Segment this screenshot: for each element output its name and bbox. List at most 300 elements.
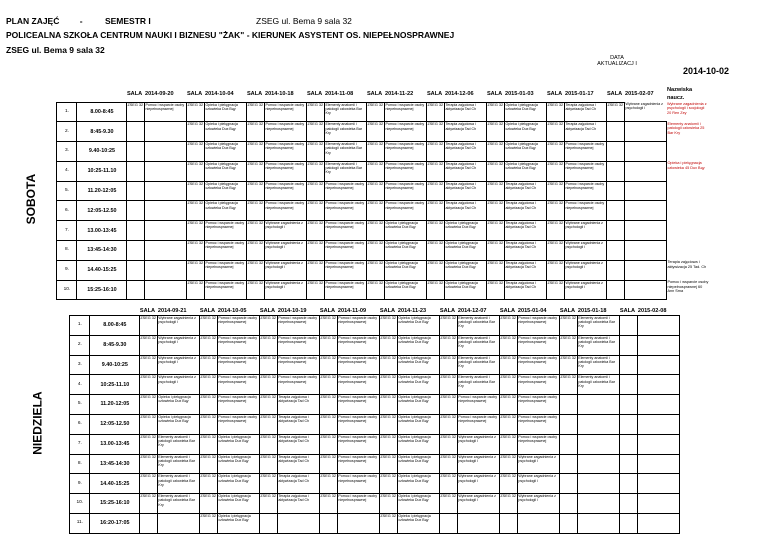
subject-cell: Opieka i pielęgnacja człowieka Dux Bąy [445, 221, 487, 241]
room-cell [127, 241, 145, 261]
room-cell: ZSEG 32 [427, 142, 445, 162]
room-cell: ZSEG 32 [307, 260, 325, 280]
room-cell: ZSEG 32 [500, 375, 518, 395]
subject-cell: Pomoc i wsparcie osoby niepełnosprawnej [325, 280, 367, 300]
subject-cell: Terapia zajęciowa i aktywizacja Tad Ch [445, 102, 487, 122]
subject-cell [638, 316, 680, 336]
sala-header: SALA [139, 308, 156, 314]
room-cell: ZSEG 32 [140, 474, 158, 494]
subject-cell: Opieka i pielęgnacja człowieka Dux Bąy [205, 181, 247, 201]
subject-cell [638, 395, 680, 415]
room-cell: ZSEG 32 [307, 221, 325, 241]
room-cell: ZSEG 32 [487, 161, 505, 181]
room-cell: ZSEG 32 [427, 201, 445, 221]
subject-cell: Opieka i pielęgnacja człowieka Dux Bąy [398, 395, 440, 415]
subject-cell: Opieka i pielęgnacja człowieka Dux Bąy [398, 474, 440, 494]
notes-cell [667, 181, 709, 201]
lesson-time: 11.20-12:05 [77, 181, 127, 201]
lesson-number: 6. [57, 201, 77, 221]
room-cell [320, 513, 338, 533]
room-cell: ZSEG 32 [560, 316, 578, 336]
room-cell: ZSEG 32 [307, 241, 325, 261]
subject-cell [638, 454, 680, 474]
room-cell: ZSEG 32 [500, 355, 518, 375]
subject-cell: Pomoc i wsparcie osoby niepełnosprawnej [565, 181, 607, 201]
subject-cell: Pomoc i wsparcie osoby niepełnosprawnej [218, 355, 260, 375]
notes-cell [680, 355, 722, 375]
room-cell: ZSEG 32 [187, 201, 205, 221]
lesson-number: 5. [57, 181, 77, 201]
subject-cell: Terapia zajęciowa i aktywizacja Tad Ch [505, 181, 547, 201]
room-cell: ZSEG 32 [247, 221, 265, 241]
subject-cell [145, 142, 187, 162]
notes-cell: Opieka i pielęgnacja człowieka 45 Dux Bąy [667, 161, 705, 170]
lesson-time: 11.20-12:05 [90, 395, 140, 415]
title-dash: - [79, 16, 83, 26]
subject-cell: Opieka i pielęgnacja człowieka Dux Bąy [385, 280, 427, 300]
sala-header: SALA [606, 90, 623, 97]
subject-cell: Terapia zajęciowa i aktywizacja Tad Ch [445, 181, 487, 201]
schedule-row [6, 375, 722, 395]
room-cell [607, 280, 625, 300]
room-cell: ZSEG 32 [440, 454, 458, 474]
subject-cell: Opieka i pielęgnacja człowieka Dux Bąy [505, 122, 547, 142]
room-cell: ZSEG 32 [560, 355, 578, 375]
sala-header: SALA [199, 308, 216, 314]
date-header: 2015-02-07 [624, 91, 654, 97]
subject-cell: Terapia zajęciowa i aktywizacja Tad Ch [445, 122, 487, 142]
subject-cell: Elementy anatomii i patologii człowieka Bar Kry [158, 494, 200, 514]
schedule-row [6, 335, 722, 355]
room-cell: ZSEG 32 [440, 355, 458, 375]
room-cell: ZSEG 32 [187, 161, 205, 181]
subject-cell: Opieka i pielęgnacja człowieka Dux Bąy [505, 161, 547, 181]
subject-cell [638, 513, 680, 533]
room-cell: ZSEG 32 [140, 414, 158, 434]
room-cell: ZSEG 32 [380, 434, 398, 454]
room-cell: ZSEG 32 [440, 494, 458, 514]
room-cell: ZSEG 32 [547, 260, 565, 280]
sala-header: SALA [426, 90, 443, 97]
room-cell: ZSEG 32 [247, 161, 265, 181]
update-date: 2014-10-02 [683, 66, 730, 76]
room-cell: ZSEG 32 [427, 221, 445, 241]
room-cell: ZSEG 32 [200, 316, 218, 336]
sala-header: SALA [366, 90, 383, 97]
room-cell: ZSEG 32 [440, 414, 458, 434]
subject-cell: Opieka i pielęgnacja człowieka Dux Bąy [218, 454, 260, 474]
subject-cell: Terapia zajęciowa i aktywizacja Tad Ch [505, 280, 547, 300]
date-header: 2014-11-09 [337, 308, 367, 314]
update-label: DATA AKTUALIZACJ I [597, 55, 637, 67]
room-cell: ZSEG 32 [380, 494, 398, 514]
sala-header: SALA [379, 308, 396, 314]
date-header: 2015-01-18 [577, 308, 607, 314]
room-cell [560, 494, 578, 514]
notes-cell [680, 395, 722, 415]
subject-cell: Opieka i pielęgnacja człowieka Dux Bąy [445, 241, 487, 261]
subject-cell: Pomoc i wsparcie osoby niepełnosprawnej [218, 375, 260, 395]
lesson-time: 13.00-13:45 [90, 434, 140, 454]
subject-cell: Pomoc i wsparcie osoby niepełnosprawnej [325, 201, 367, 221]
subject-cell [145, 161, 187, 181]
schedule-row [6, 494, 722, 514]
schedule-row [6, 474, 722, 494]
sala-header: SALA [439, 308, 456, 314]
subject-cell: Wybrane zagadnienia z psychologii i [158, 355, 200, 375]
date-header: 2014-12-07 [457, 308, 487, 314]
room-cell [620, 395, 638, 415]
date-header: 2014-11-23 [397, 308, 427, 314]
room-cell: ZSEG 32 [440, 474, 458, 494]
lesson-time: 15:25-16:10 [90, 494, 140, 514]
subject-cell: Pomoc i wsparcie osoby niepełnosprawnej [218, 335, 260, 355]
room-cell [620, 494, 638, 514]
room-cell: ZSEG 32 [260, 454, 278, 474]
subject-cell: Opieka i pielęgnacja człowieka Dux Bąy [218, 513, 260, 533]
lesson-number: 8. [70, 454, 90, 474]
room-cell: ZSEG 32 [427, 280, 445, 300]
subject-cell [578, 474, 620, 494]
subject-cell: Pomoc i wsparcie osoby niepełnosprawnej [218, 316, 260, 336]
room-cell: ZSEG 32 [500, 434, 518, 454]
date-header: 2015-01-03 [504, 90, 534, 97]
room-cell: ZSEG 32 [547, 241, 565, 261]
room-cell [127, 201, 145, 221]
subject-cell [278, 513, 320, 533]
subject-cell: Elementy anatomii i patologii człowieka Bar Kry [458, 316, 500, 336]
schedule-row [6, 201, 709, 221]
subject-cell: Elementy anatomii i patologii człowieka Bar Kry [458, 355, 500, 375]
room-cell: ZSEG 32 [380, 375, 398, 395]
room-cell: ZSEG 32 [500, 454, 518, 474]
schedule-row [6, 414, 722, 434]
lesson-number: 7. [57, 221, 77, 241]
notes-cell [680, 414, 722, 434]
subject-cell: Terapia zajęciowa i aktywizacja Tad Ch [278, 434, 320, 454]
sala-header: SALA [546, 90, 563, 97]
room-cell: ZSEG 32 [187, 122, 205, 142]
notes-cell: Elementy anatomii i patologii człowieka 25 Bar Kry [667, 121, 705, 135]
room-cell [500, 513, 518, 533]
room-cell: ZSEG 32 [367, 221, 385, 241]
subject-cell: Elementy anatomii i patologii człowieka Bar Kry [458, 375, 500, 395]
date-header: 2015-01-17 [564, 90, 594, 97]
room-cell [560, 414, 578, 434]
room-cell: ZSEG 32 [140, 454, 158, 474]
subject-cell [625, 161, 667, 181]
subject-cell: Pomoc i wsparcie osoby niepełnosprawnej [385, 102, 427, 122]
lesson-number: 2. [70, 335, 90, 355]
sala-header: SALA [499, 308, 516, 314]
header-row [6, 307, 722, 316]
school-name: POLICEALNA SZKOŁA CENTRUM NAUKI I BIZNESU "ŻAK" - KIERUNEK ASYSTENT OS. NIEPEŁNOSPRAWNEJ [6, 30, 455, 40]
room-cell: ZSEG 32 [487, 221, 505, 241]
subject-cell: Pomoc i wsparcie osoby niepełnosprawnej [325, 241, 367, 261]
room-cell [607, 161, 625, 181]
sala-header: SALA [186, 90, 203, 97]
subject-cell: Pomoc i wsparcie osoby niepełnosprawnej [385, 142, 427, 162]
schedule-row [6, 454, 722, 474]
lesson-number: 10. [70, 494, 90, 514]
subject-cell: Pomoc i wsparcie osoby niepełnosprawnej [338, 474, 380, 494]
subject-cell [625, 241, 667, 261]
room-cell: ZSEG 32 [367, 280, 385, 300]
room-cell: ZSEG 32 [380, 513, 398, 533]
subject-cell: Pomoc i wsparcie osoby niepełnosprawnej [205, 221, 247, 241]
room-cell: ZSEG 32 [187, 241, 205, 261]
schedule-row [6, 241, 709, 261]
lesson-time: 8:45-9.30 [90, 335, 140, 355]
subject-cell: Pomoc i wsparcie osoby niepełnosprawnej [278, 375, 320, 395]
subject-cell [578, 434, 620, 454]
room-cell: ZSEG 32 [247, 142, 265, 162]
subject-cell: Elementy anatomii i patologii człowieka Bar Kry [325, 122, 367, 142]
sala-header: SALA [246, 90, 263, 97]
schedule-row [6, 316, 722, 336]
room-cell [620, 355, 638, 375]
subject-cell: Opieka i pielęgnacja człowieka Dux Bąy [218, 474, 260, 494]
plan-title [6, 16, 151, 26]
subject-cell: Opieka i pielęgnacja człowieka Dux Bąy [398, 355, 440, 375]
notes-cell [667, 142, 709, 162]
lesson-time: 13:45-14:30 [77, 241, 127, 261]
room-cell: ZSEG 32 [560, 375, 578, 395]
subject-cell [638, 355, 680, 375]
room-cell: ZSEG 32 [320, 454, 338, 474]
subject-cell: Elementy anatomii i patologii człowieka Bar Kry [578, 355, 620, 375]
subject-cell [145, 241, 187, 261]
room-cell [607, 181, 625, 201]
subject-cell: Terapia zajęciowa i aktywizacja Tad Ch [445, 142, 487, 162]
subject-cell [578, 395, 620, 415]
date-header: 2015-01-04 [517, 308, 547, 314]
room-cell: ZSEG 32 [487, 280, 505, 300]
room-cell [127, 260, 145, 280]
room-cell [560, 434, 578, 454]
subject-cell: Wybrane zagadnienia z psychologii i [518, 454, 560, 474]
subject-cell [638, 375, 680, 395]
subject-cell [578, 494, 620, 514]
subject-cell: Wybrane zagadnienia z psychologii i [458, 474, 500, 494]
subject-cell: Terapia zajęciowa i aktywizacja Tad Ch [445, 161, 487, 181]
lesson-number: 1. [57, 102, 77, 122]
lesson-number: 7. [70, 434, 90, 454]
room-cell: ZSEG 32 [380, 395, 398, 415]
notes-cell: Wybrane zagadnienia z psychologii i socjologii 20 Ren Zey [666, 102, 707, 115]
room-cell: ZSEG 32 [200, 375, 218, 395]
lesson-number: 2. [57, 122, 77, 142]
subject-cell [638, 494, 680, 514]
subject-cell: Pomoc i wsparcie osoby niepełnosprawnej [518, 395, 560, 415]
date-header: 2014-09-21 [157, 308, 187, 314]
subject-cell: Opieka i pielęgnacja człowieka Dux Bąy [218, 434, 260, 454]
notes-cell [680, 375, 722, 395]
subject-cell [638, 434, 680, 454]
notes-cell [667, 241, 709, 261]
room-cell: ZSEG 32 [440, 395, 458, 415]
room-cell: ZSEG 32 [487, 102, 505, 122]
subject-cell [625, 142, 667, 162]
subject-cell: Pomoc i wsparcie osoby niepełnosprawnej [338, 316, 380, 336]
room-cell [607, 122, 625, 142]
subject-cell: Pomoc i wsparcie osoby niepełnosprawnej [385, 122, 427, 142]
room-cell: ZSEG 32 [547, 102, 565, 122]
room-cell [620, 414, 638, 434]
schedule-row [6, 355, 722, 375]
subject-cell [625, 181, 667, 201]
subject-cell [145, 201, 187, 221]
subject-cell: Opieka i pielęgnacja człowieka Dux Bąy [385, 241, 427, 261]
room-cell: ZSEG 32 [260, 434, 278, 454]
subject-cell: Terapia zajęciowa i aktywizacja Tad Ch [505, 241, 547, 261]
subject-cell: Pomoc i wsparcie osoby niepełnosprawnej [338, 434, 380, 454]
subject-cell: Pomoc i wsparcie osoby niepełnosprawnej [518, 316, 560, 336]
room-cell: ZSEG 32 [500, 494, 518, 514]
subject-cell: Pomoc i wsparcie osoby niepełnosprawnej [218, 414, 260, 434]
subject-cell: Pomoc i wsparcie osoby niepełnosprawnej [518, 414, 560, 434]
subject-cell: Opieka i pielęgnacja człowieka Dux Bąy [398, 513, 440, 533]
room-cell: ZSEG 32 [380, 335, 398, 355]
subject-cell: Opieka i pielęgnacja człowieka Dux Bąy [398, 434, 440, 454]
room-cell: ZSEG 32 [367, 260, 385, 280]
room-cell: ZSEG 32 [260, 395, 278, 415]
day-label-text: NIEDZIELA [30, 391, 45, 455]
subject-cell: Pomoc i wsparcie osoby niepełnosprawnej [265, 102, 307, 122]
room-cell: ZSEG 32 [247, 280, 265, 300]
room-cell: ZSEG 32 [320, 395, 338, 415]
subject-cell: Wybrane zagadnienia z psychologii i [158, 335, 200, 355]
room-cell: ZSEG 32 [320, 316, 338, 336]
schedule-row [6, 280, 709, 300]
subject-cell: Terapia zajęciowa i aktywizacja Tad Ch [505, 201, 547, 221]
subject-cell: Pomoc i wsparcie osoby niepełnosprawnej [518, 355, 560, 375]
subject-cell: Opieka i pielęgnacja człowieka Dux Bąy [398, 335, 440, 355]
lesson-number: 6. [70, 414, 90, 434]
room-cell: ZSEG 32 [427, 122, 445, 142]
day-label-text: SOBOTA [24, 174, 39, 225]
subject-cell: Opieka i pielęgnacja człowieka Dux Bąy [445, 280, 487, 300]
subject-cell: Pomoc i wsparcie osoby niepełnosprawnej [458, 414, 500, 434]
lesson-number: 4. [70, 375, 90, 395]
subject-cell: Pomoc i wsparcie osoby niepełnosprawnej [218, 395, 260, 415]
room-cell: ZSEG 32 [320, 494, 338, 514]
subject-cell: Opieka i pielęgnacja człowieka Dux Bąy [398, 316, 440, 336]
subject-cell: Elementy anatomii i patologii człowieka Bar Kry [578, 375, 620, 395]
date-header: 2014-10-04 [204, 90, 234, 97]
subject-cell: Terapia zajęciowa i aktywizacja Tad Ch [278, 494, 320, 514]
notes-cell [680, 474, 722, 494]
room-cell: ZSEG 32 [140, 395, 158, 415]
subject-cell: Wybrane zagadnienia z psychologii i [625, 102, 663, 111]
semester-label: SEMESTR I [104, 16, 151, 26]
subject-cell: Pomoc i wsparcie osoby niepełnosprawnej [325, 221, 367, 241]
lesson-time: 8.00-8:45 [77, 102, 127, 122]
room-cell: ZSEG 32 [367, 102, 385, 122]
notes-cell [680, 494, 722, 514]
room-cell: ZSEG 32 [247, 181, 265, 201]
subject-cell: Pomoc i wsparcie osoby niepełnosprawnej [338, 335, 380, 355]
room-cell: ZSEG 32 [140, 316, 158, 336]
subject-cell: Wybrane zagadnienia z psychologii i [518, 494, 560, 514]
schedule-row [6, 122, 709, 142]
subject-cell: Pomoc i wsparcie osoby niepełnosprawnej [565, 201, 607, 221]
room-cell: ZSEG 32 [487, 181, 505, 201]
room-cell: ZSEG 32 [187, 221, 205, 241]
room-cell [127, 122, 145, 142]
room-cell [260, 513, 278, 533]
room-cell [620, 434, 638, 454]
subject-cell: Wybrane zagadnienia z psychologii i [265, 221, 307, 241]
subject-cell [625, 201, 667, 221]
room-cell: ZSEG 32 [320, 474, 338, 494]
schedule-row [6, 161, 709, 181]
subject-cell: Pomoc i wsparcie osoby niepełnosprawnej [338, 454, 380, 474]
room-cell: ZSEG 32 [247, 241, 265, 261]
room-cell [560, 513, 578, 533]
sala-header: SALA [559, 308, 576, 314]
subject-cell: Terapia zajęciowa i aktywizacja Tad Ch [445, 201, 487, 221]
subject-cell: Pomoc i wsparcie osoby niepełnosprawnej [338, 494, 380, 514]
subject-cell: Opieka i pielęgnacja człowieka Dux Bąy [205, 122, 247, 142]
notes-cell [667, 201, 709, 221]
lesson-number: 10. [57, 280, 77, 300]
date-header: 2014-10-19 [277, 308, 307, 314]
subject-cell: Opieka i pielęgnacja człowieka Dux Bąy [445, 260, 487, 280]
subject-cell: Pomoc i wsparcie osoby niepełnosprawnej [518, 434, 560, 454]
room-cell: ZSEG 32 [547, 280, 565, 300]
lesson-number: 4. [57, 161, 77, 181]
subject-cell [625, 221, 667, 241]
room-cell: ZSEG 32 [247, 122, 265, 142]
room-cell: ZSEG 32 [500, 414, 518, 434]
room-cell: ZSEG 32 [307, 181, 325, 201]
room-cell: ZSEG 32 [547, 161, 565, 181]
subject-cell: Pomoc i wsparcie osoby niepełnosprawnej [338, 355, 380, 375]
room-cell: ZSEG 32 [380, 355, 398, 375]
subject-cell: Opieka i pielęgnacja człowieka Dux Bąy [158, 395, 200, 415]
subject-cell [638, 335, 680, 355]
notes-header [680, 307, 722, 316]
subject-cell: Pomoc i wsparcie osoby niepełnosprawnej [458, 395, 500, 415]
room-cell: ZSEG 32 [380, 454, 398, 474]
lesson-time: 15:25-16:10 [77, 280, 127, 300]
subject-cell [145, 260, 187, 280]
subject-cell [625, 260, 667, 280]
notes-header: Nazwiska naucz. [666, 87, 693, 101]
room-cell: ZSEG 32 [200, 494, 218, 514]
day-label [6, 102, 57, 300]
subject-cell: Elementy anatomii i patologii człowieka Bar Kry [458, 335, 500, 355]
schedule-row [6, 513, 722, 533]
subject-cell: Pomoc i wsparcie osoby niepełnosprawnej [265, 181, 307, 201]
subject-cell: Pomoc i wsparcie osoby niepełnosprawnej [145, 102, 187, 122]
date-header: 2014-10-18 [264, 90, 294, 97]
lesson-time: 9.40-10:25 [90, 355, 140, 375]
schedule-row [6, 434, 722, 454]
lesson-time: 8.00-8:45 [90, 316, 140, 336]
room-cell: ZSEG 32 [487, 122, 505, 142]
subject-cell: Opieka i pielęgnacja człowieka Dux Bąy [398, 454, 440, 474]
room-cell: ZSEG 32 [260, 335, 278, 355]
subject-cell: Opieka i pielęgnacja człowieka Dux Bąy [205, 102, 247, 122]
room-cell: ZSEG 32 [307, 142, 325, 162]
subject-cell: Pomoc i wsparcie osoby niepełnosprawnej [205, 241, 247, 261]
subject-cell: Pomoc i wsparcie osoby niepełnosprawnej [338, 414, 380, 434]
header-row [6, 86, 709, 102]
room-cell: ZSEG 32 [380, 474, 398, 494]
room-cell [607, 142, 625, 162]
